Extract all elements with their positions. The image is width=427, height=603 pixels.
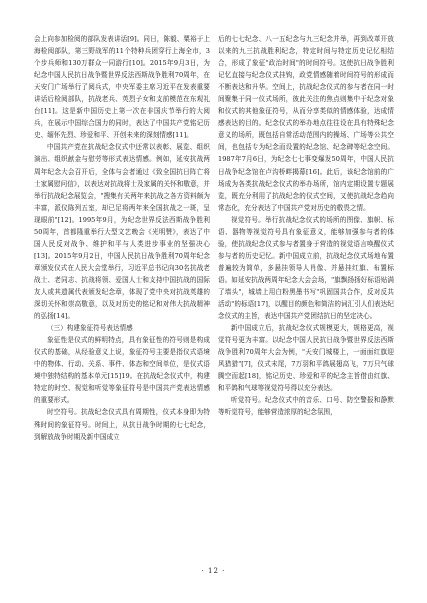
- page-number: · 12 ·: [201, 567, 226, 575]
- paragraph: 新中国成立后，抗战纪念仪式规模更大，规格更高，视觉符号更为丰富。以纪念中国人民抗日战争暨世界反法西斯战争胜利70周年大会为例，"天安门城楼上，一面面红旗迎风猎猎"[7]，仪式末尾，7万羽和平鸽展翅高飞，7万只气球腾空而起[18]，铭记历史、珍爱和平的纪念主旨借由红旗、和平鸽和气球等视觉符号得以充分表达。: [218, 324, 394, 393]
- left-column: [34, 33, 210, 443]
- paragraph: 后的七七纪念、八一五纪念与九三纪念并举，再到改革开放以来的九三抗战胜利纪念，特定时间与特定历史记忆相结合，形成了象征"政治时间"的时间符号。这使抗日战争胜利记忆直接与纪念仪式挂钩，政党情感随着时间符号的形成而不断表达和升华。空间上，抗战纪念仪式的参与者在同一时间聚集于同一仪式场所，彼此关注的焦点则集中于纪念对象和仪式的其他象征符号，从而分享类似的情感体验，达成情感表达的目的。纪念仪式的举办地点往往设在具有特殊纪念意义的场所，既包括自常活动范围内的操场、广场等公共空间，也包括专为纪念而设置的纪念馆、纪念碑等纪念空间。1987年7月6日，为纪念七七事变爆发50周年，中国人民抗日战争纪念馆在卢沟桥畔揭幕[16]。此后，该纪念馆前的广场成为各类抗战纪念仪式的举办场所，馆内定期设置专题展览，既充分利用了抗战纪念的仪式空间，又使抗战纪念趋向常态化，充分表达了中国共产党对历史的敬畏之情。: [218, 35, 394, 212]
- paragraph: 听觉符号。纪念仪式中的音乐、口号、防空警报和静默等听觉符号，能够营造浓厚的纪念氛围，: [218, 396, 394, 417]
- paragraph: 象征性是仪式的鲜明特点，具有象征性的符号则是构成仪式的基础，从经验意义上说，象征符号主要是指仪式语境中的物体、行动、关系、事件、体态和空间单位，是仪式语境中独特结构的基本单元[15]19。在抗战纪念仪式中，构建特定的时空、视觉和听觉等象征符号是中国共产党表达情感的重要形式。: [34, 336, 210, 405]
- right-column: [218, 33, 394, 419]
- paragraph: 会上向参加检阅的部队发表讲话[9]。同日，陈毅、粟裕于上海检阅部队，第三野战军的11个特种兵团穿行上海全市，3个步兵师和130万群众一同游行[10]。2015年9月3日，为纪念中国人民抗日战争暨世界反法西斯战争胜利70周年，在天安门广场举行了阅兵式，中央军委主席习近平在发表重要讲话后检阅部队，抗战老兵、英烈子女和支前模范在东观礼台[11]。这是新中国历史上第一次在非国庆节举行的大阅兵，在展示中国综合国力的同时，表达了中国共产党铭记历史、缅怀先烈、珍爱和平、开创未来的深刻情感[11]。: [34, 35, 210, 140]
- section-heading: （三）构建象征符号表达情感: [47, 324, 133, 333]
- paragraph: 视觉符号。举行抗战纪念仪式的场所的图像、旗帜、标语、器物等视觉符号具有象征意义，能够加强参与者的体验，使抗战纪念仪式参与者置身于营造的视觉语言唤醒仪式参与者的历史记忆。新中国成立前，抗战纪念仪式场地布置普遍较为简单，多悬挂领导人肖像、并悬挂红旗、布置标语。如延安抗战两周年纪念大会会场，"旗飘扬扬好标语贴满了墙头"，城墙上用白粉黑墨书写"巩固国共合作，反对反共活动"的标语[17]，以醒目的颜色和简洁的词汇引人们表达纪念仪式的主旨，表达中国共产党团结抗日的坚定决心。: [218, 215, 394, 321]
- paragraph: 时空符号。抗战纪念仪式具有周期性，仪式本身即为特殊时间的象征符号。时间上，从抗日战争时期的七七纪念，到解放战争时期及新中国成立: [34, 408, 210, 441]
- paragraph: 中国共产党在抗战纪念仪式中还常以表彰、展览、组织演出、组织献金与慰劳等形式表达情感。例如，延安抗战两周年纪念大会召开后，全体与会者通过《致全国抗日阵亡将士家属慰问信》，以表达对抗战将士及家属的关怀和敬意，并举行抗战纪念展览会，"搜集有关两年来抗战之各方资料颇为丰富，派仪陈列五室，却已足将两年来全国抗战之一斑，呈现眼前"[12]。1995年9月，为纪念世界反法西斯战争胜利50周年，首都隆重举行大型文艺晚会《光明赞》，表达了中国人民反对战争、维护和平与人类进步事业的坚强决心[13]。2015年9月2日，中国人民抗日战争胜利70周年纪念章颁发仪式在人民大会堂举行，习近平总书记向30名抗战老战士、老同志、抗战将领、爱国人士和支持中国抗战的国际友人或其遗属代表颁发纪念章，体现了党中央对抗战英雄的深切关怀和崇高敬意，以及对历史的铭记和对伟大抗战精神的弘扬[14]。: [34, 143, 210, 321]
